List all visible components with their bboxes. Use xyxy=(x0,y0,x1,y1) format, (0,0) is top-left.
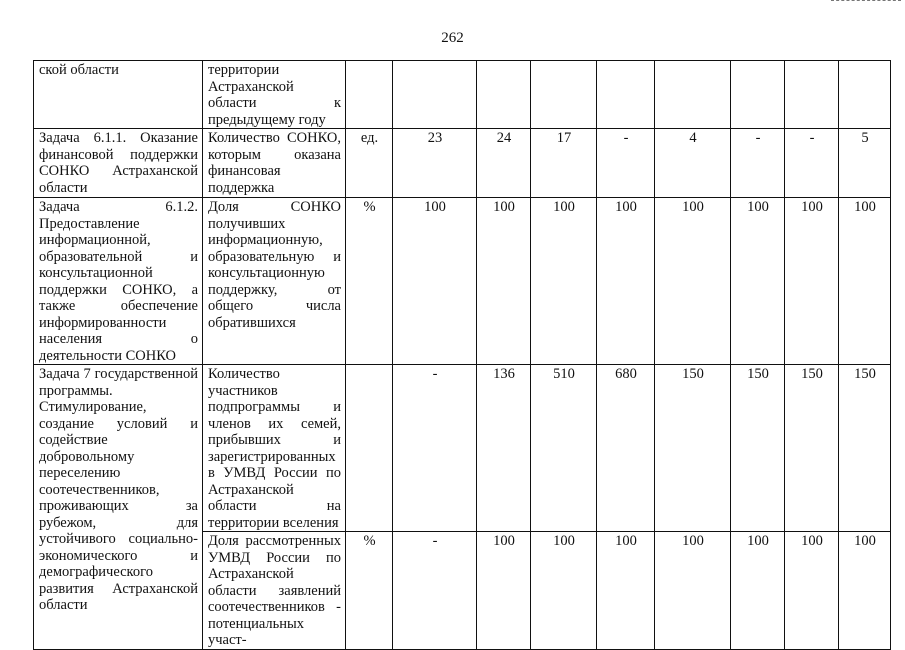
value-cell: 510 xyxy=(531,365,597,532)
indicator-cell: Доля рассмотренных УМВД России по Астраханской области заявлений соотечественников - потенциальных участ- xyxy=(203,532,346,650)
value-cell: 100 xyxy=(477,198,531,365)
value-cell: 5 xyxy=(839,129,891,198)
value-cell: 100 xyxy=(731,198,785,365)
value-cell: 680 xyxy=(597,365,655,532)
value-cell: 100 xyxy=(839,198,891,365)
table-row xyxy=(34,61,891,129)
unit-cell: ед. xyxy=(346,129,393,198)
task-cell: ской области xyxy=(34,61,203,129)
unit-cell: % xyxy=(346,198,393,365)
value-cell: 136 xyxy=(477,365,531,532)
value-cell: 100 xyxy=(597,532,655,650)
value-cell: 23 xyxy=(393,129,477,198)
value-cell: - xyxy=(731,129,785,198)
task-cell: Задача 6.1.1. Оказание финансовой поддержки СОНКО Астраханской области xyxy=(34,129,203,198)
scan-artifact-line xyxy=(831,0,901,3)
value-cell xyxy=(597,61,655,129)
value-cell: 100 xyxy=(785,532,839,650)
value-cell: 100 xyxy=(393,198,477,365)
value-cell xyxy=(531,61,597,129)
value-cell: 100 xyxy=(531,532,597,650)
value-cell xyxy=(393,61,477,129)
table-row xyxy=(34,129,891,198)
value-cell: 100 xyxy=(731,532,785,650)
indicator-table xyxy=(33,60,891,650)
value-cell xyxy=(477,61,531,129)
value-cell: 4 xyxy=(655,129,731,198)
task-cell: Задача 6.1.2. Предоставление информационной, образовательной и консультационной поддержки СОНКО, а также обеспечение информированности населения о деятельности СОНКО xyxy=(34,198,203,365)
task-cell: Задача 7 государственной программы. Стимулирование, создание условий и содействие добровольному переселению соотечественников, проживающих за рубежом, для устойчивого социально-экономического и демографического развития Астраханской области xyxy=(34,365,203,650)
value-cell: 100 xyxy=(839,532,891,650)
value-cell: 100 xyxy=(655,532,731,650)
unit-cell xyxy=(346,61,393,129)
value-cell: 150 xyxy=(839,365,891,532)
table-row xyxy=(34,198,891,365)
value-cell: - xyxy=(393,532,477,650)
value-cell xyxy=(785,61,839,129)
value-cell xyxy=(839,61,891,129)
unit-cell xyxy=(346,365,393,532)
value-cell: - xyxy=(393,365,477,532)
value-cell: 100 xyxy=(597,198,655,365)
value-cell: 100 xyxy=(477,532,531,650)
value-cell: 150 xyxy=(655,365,731,532)
value-cell: 17 xyxy=(531,129,597,198)
value-cell: 100 xyxy=(531,198,597,365)
indicator-cell: территории Астраханской области к предыдущему году xyxy=(203,61,346,129)
value-cell xyxy=(731,61,785,129)
value-cell: 100 xyxy=(655,198,731,365)
indicator-cell: Количество СОНКО, которым оказана финансовая поддержка xyxy=(203,129,346,198)
value-cell xyxy=(655,61,731,129)
unit-cell: % xyxy=(346,532,393,650)
value-cell: 150 xyxy=(731,365,785,532)
table-row xyxy=(34,365,891,532)
value-cell: - xyxy=(597,129,655,198)
value-cell: 150 xyxy=(785,365,839,532)
value-cell: 100 xyxy=(785,198,839,365)
value-cell: - xyxy=(785,129,839,198)
value-cell: 24 xyxy=(477,129,531,198)
indicator-cell: Количество участников подпрограммы и членов их семей, прибывших и зарегистрированных в УМВД России по Астраханской области на территории вселения xyxy=(203,365,346,532)
indicator-cell: Доля СОНКО получивших информационную, образовательную и консультационную поддержку, от общего числа обратившихся xyxy=(203,198,346,365)
page-number: 262 xyxy=(441,30,464,46)
